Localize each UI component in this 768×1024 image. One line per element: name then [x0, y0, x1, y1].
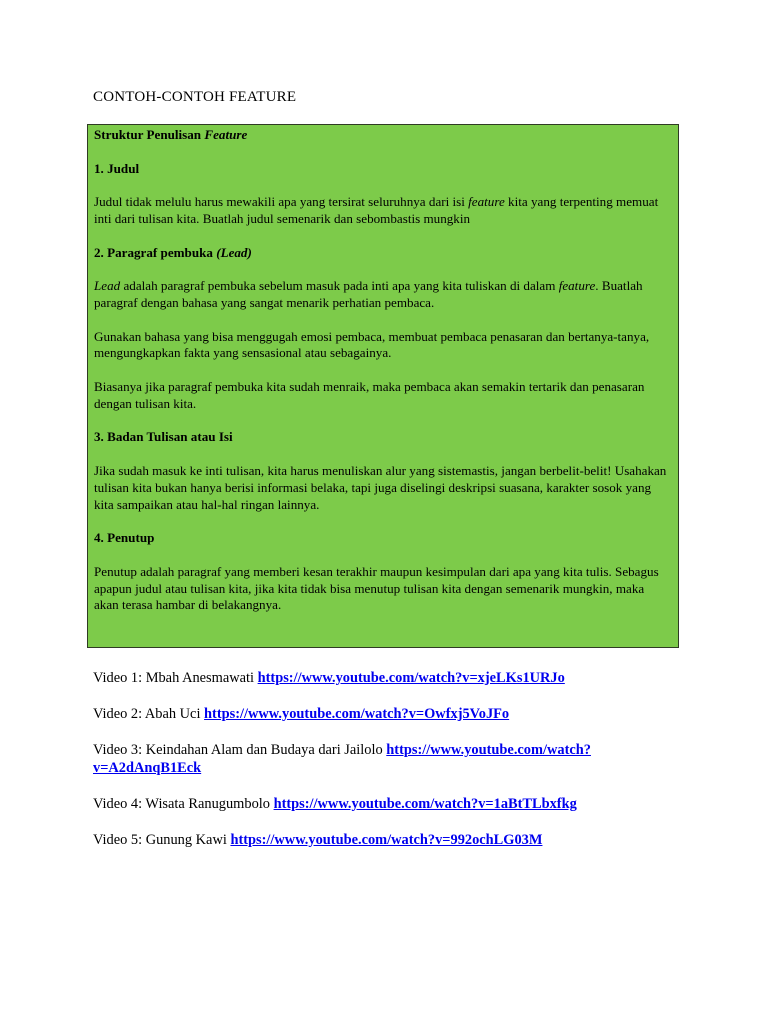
body-paragraph: Jika sudah masuk ke inti tulisan, kita harus menuliskan alur yang sistemastis, jangan berbelit-belit! Usahakan tulisan kita bukan hanya berisi informasi belaka, tapi juga diselingi deskripsi suasana, karakter sosok yang kita sampaikan atau hal-hal ringan lainnya. [94, 462, 667, 512]
lead-text-italic-1: Lead [94, 278, 121, 294]
structure-heading-label: Struktur Penulisan [94, 127, 205, 142]
video-item-3 [93, 741, 693, 777]
lead-heading-label: 2. Paragraf pembuka [94, 244, 217, 260]
structure-heading-italic: Feature [204, 127, 248, 142]
video-label: Video 4: Wisata Ranugumbolo [93, 796, 274, 812]
video-label: Video 2: Abah Uci [93, 706, 205, 722]
judul-heading: 1. Judul [94, 160, 140, 176]
video-label: Video 5: Gunung Kawi [93, 832, 231, 848]
page-title: CONTOH-CONTOH FEATURE [93, 89, 297, 105]
video-link[interactable]: https://www.youtube.com/watch?v=xjeLKs1URJo [257, 670, 565, 686]
video-item-1 [93, 669, 693, 687]
judul-text-part-2: kita yang terpenting memuat inti dari tulisan kita. Buatlah judul semenarik dan sebombastis mungkin [94, 194, 659, 226]
video-label: Video 3: Keindahan Alam dan Budaya dari Jailolo [93, 742, 387, 758]
video-item-2 [93, 705, 693, 723]
video-label: Video 1: Mbah Anesmawati [93, 670, 258, 686]
lead-text-italic-2: feature [558, 278, 596, 294]
structure-heading [94, 127, 672, 144]
closing-paragraph: Penutup adalah paragraf yang memberi kesan terakhir maupun kesimpulan dari apa yang kita tulis. Sebagus apapun judul atau tulisan kita, jika kita tidak bisa menutup tulisan kita dengan semenarik mungkin, maka akan terasa hambar di belakangnya. [94, 563, 659, 613]
video-link[interactable]: https://www.youtube.com/watch?v=1aBtTLbxfkg [273, 796, 577, 812]
judul-text-italic: feature [468, 194, 505, 210]
video-link[interactable]: https://www.youtube.com/watch?v=Owfxj5VoJFo [204, 706, 510, 722]
video-item-4 [93, 795, 693, 813]
video-item-5 [93, 831, 693, 849]
judul-paragraph [94, 194, 672, 228]
lead-heading-italic: (Lead) [216, 244, 252, 260]
lead-heading [94, 245, 672, 262]
body-heading: 3. Badan Tulisan atau Isi [94, 429, 233, 445]
lead-paragraph-1 [94, 278, 672, 312]
lead-text-part-2: . Buatlah paragraf dengan bahasa yang sangat menarik perhatian pembaca. [94, 278, 643, 310]
feature-structure-box [87, 124, 679, 648]
lead-text-part-1: adalah paragraf pembuka sebelum masuk pada inti apa yang kita tuliskan di dalam [120, 278, 559, 294]
lead-paragraph-2: Gunakan bahasa yang bisa menggugah emosi pembaca, membuat pembaca penasaran dan bertanya-tanya, mengungkapkan fakta yang sensasional atau sebagainya. [94, 328, 650, 361]
video-link[interactable]: https://www.youtube.com/watch?v=992ochLG03M [230, 832, 543, 848]
closing-heading: 4. Penutup [94, 530, 155, 546]
video-list [93, 669, 693, 867]
lead-paragraph-3: Biasanya jika paragraf pembuka kita sudah menraik, maka pembaca akan semakin tertarik dan penasaran dengan tulisan kita. [94, 378, 645, 411]
video-link[interactable]: https://www.youtube.com/watch?v=A2dAnqB1Eck [93, 742, 591, 776]
judul-text-part-1: Judul tidak melulu harus mewakili apa yang tersirat seluruhnya dari isi [94, 194, 469, 210]
